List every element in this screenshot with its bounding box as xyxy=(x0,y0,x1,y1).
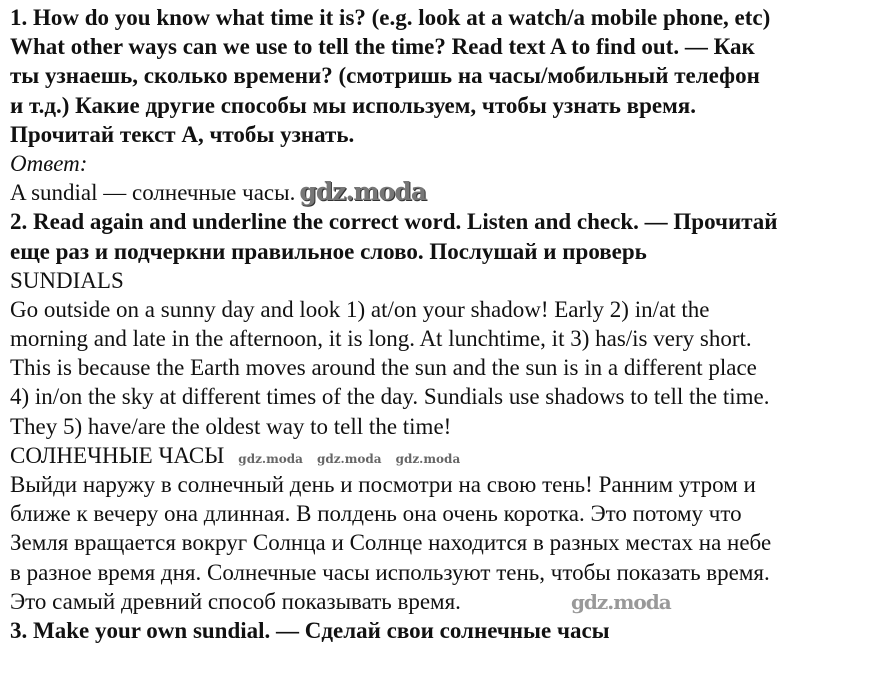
text-en-line: Go outside on a sunny day and look 1) at/on your shadow! Early 2) in/at the xyxy=(10,296,710,322)
text-en-line: 4) in/on the sky at different times of the day. Sundials use shadows to tell the time. xyxy=(10,384,770,410)
q1-line: и т.д.) Какие другие способы мы используем, чтобы узнать время. xyxy=(10,92,696,118)
watermark: gdz.moda xyxy=(570,589,671,614)
watermark: gdz.moda xyxy=(395,451,461,466)
answer-label: Ответ: xyxy=(10,150,88,176)
answer-text: A sundial — солнечные часы. xyxy=(10,180,296,206)
answer-row xyxy=(10,178,880,207)
text-ru-line: в разное время дня. Солнечные часы используют тень, чтобы показать время. xyxy=(10,559,770,585)
text-en-line: They 5) have/are the oldest way to tell the time! xyxy=(10,413,452,439)
watermark: gdz.moda xyxy=(238,451,303,466)
text-ru-line: ближе к вечеру она длинная. В полдень она очень коротка. Это потому что xyxy=(10,501,742,527)
text-en-line: This is because the Earth moves around the sun and the sun is in a different place xyxy=(10,355,757,381)
q1-line: What other ways can we use to tell the time? Read text A to find out. — Как xyxy=(10,34,755,60)
title-ru-row xyxy=(10,441,880,470)
q1-line: ты узнаешь, сколько времени? (смотришь на часы/мобильный телефон xyxy=(10,63,760,89)
title-en: SUNDIALS xyxy=(10,267,124,293)
watermark: gdz.moda xyxy=(299,177,427,207)
q1-line: 1. How do you know what time it is? (e.g. look at a watch/a mobile phone, etc) xyxy=(10,5,771,30)
text-ru-line: Земля вращается вокруг Солнца и Солнце находится в разных местах на небе xyxy=(10,530,772,556)
q1-line: Прочитай текст А, чтобы узнать. xyxy=(10,121,355,147)
q3-line: 3. Make your own sundial. — Сделай свои солнечные часы xyxy=(10,617,610,643)
document xyxy=(10,3,880,645)
text-ru-row xyxy=(10,587,880,616)
q2-line: 2. Read again and underline the correct word. Listen and check. — Прочитай xyxy=(10,209,778,235)
text-ru-line: Это самый древний способ показывать время. xyxy=(10,588,461,614)
title-ru: СОЛНЕЧНЫЕ ЧАСЫ xyxy=(10,442,225,468)
text-ru-line: Выйди наружу в солнечный день и посмотри на свою тень! Ранним утром и xyxy=(10,472,756,497)
watermark: gdz.moda xyxy=(316,451,382,466)
text-en-line: morning and late in the afternoon, it is long. At lunchtime, it 3) has/is very short. xyxy=(10,326,752,352)
q2-line: еще раз и подчеркни правильное слово. Послушай и проверь xyxy=(10,238,647,264)
